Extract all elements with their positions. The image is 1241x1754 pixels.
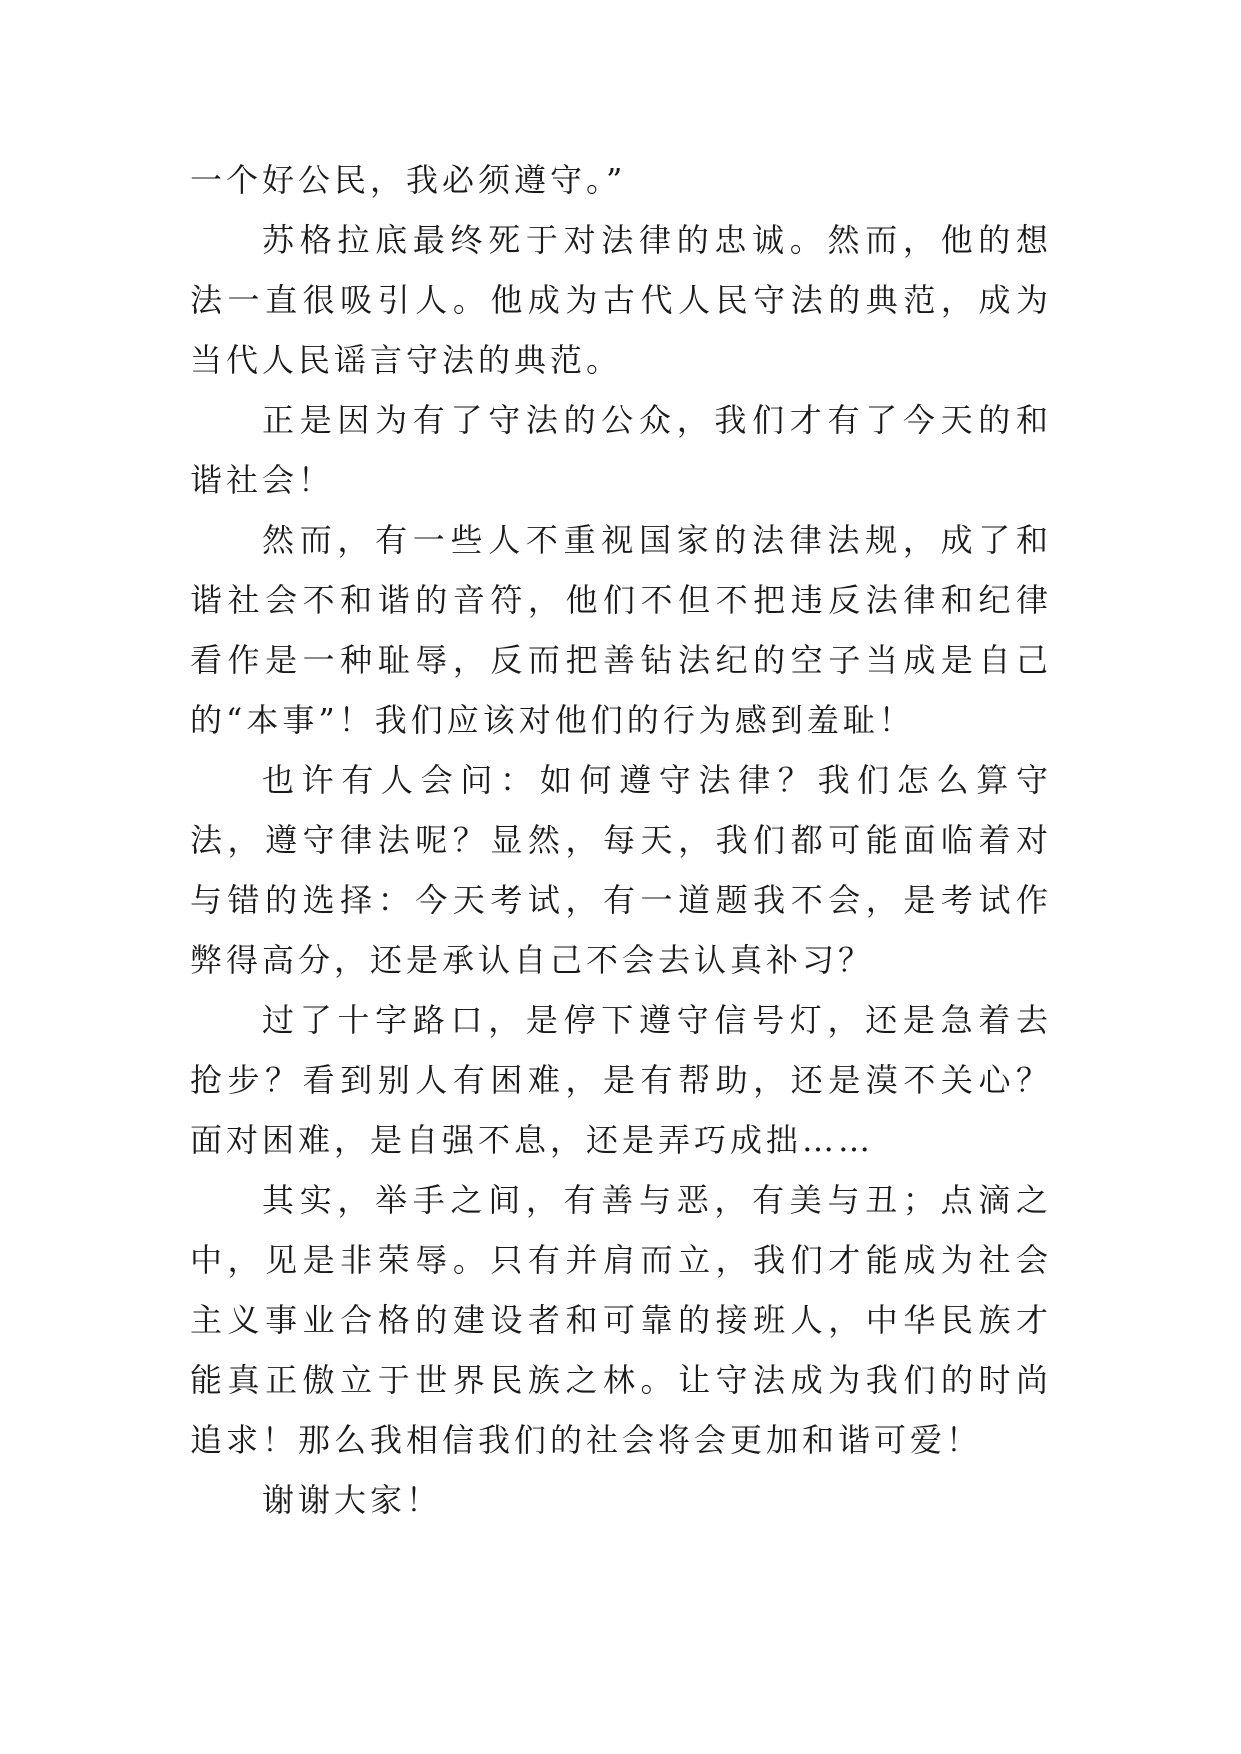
paragraph: 苏格拉底最终死于对法律的忠诚。然而，他的想法一直很吸引人。他成为古代人民守法的典范，成为当代人民谣言守法的典范。 (190, 221, 1052, 379)
paragraph: 正是因为有了守法的公众，我们才有了今天的和谐社会！ (190, 401, 1052, 499)
document-body (190, 150, 1052, 1530)
paragraph: 也许有人会问：如何遵守法律？我们怎么算守法，遵守律法呢？显然，每天，我们都可能面临着对与错的选择：今天考试，有一道题我不会，是考试作弊得高分，还是承认自己不会去认真补习？ (190, 761, 1052, 979)
paragraph-continuation: 一个好公民，我必须遵守。” (190, 161, 627, 199)
paragraph: 然而，有一些人不重视国家的法律法规，成了和谐社会不和谐的音符，他们不但不把违反法律和纪律看作是一种耻辱，反而把善钻法纪的空子当成是自己的“本事”！我们应该对他们的行为感到羞耻！ (190, 521, 1052, 739)
closing-paragraph: 谢谢大家！ (262, 1481, 443, 1519)
paragraph: 过了十字路口，是停下遵守信号灯，还是急着去抢步？看到别人有困难，是有帮助，还是漠不关心？面对困难，是自强不息，还是弄巧成拙…… (190, 1001, 1052, 1159)
paragraph: 其实，举手之间，有善与恶，有美与丑；点滴之中，见是非荣辱。只有并肩而立，我们才能成为社会主义事业合格的建设者和可靠的接班人，中华民族才能真正傲立于世界民族之林。让守法成为我们的时尚追求！那么我相信我们的社会将会更加和谐可爱！ (190, 1181, 1052, 1459)
